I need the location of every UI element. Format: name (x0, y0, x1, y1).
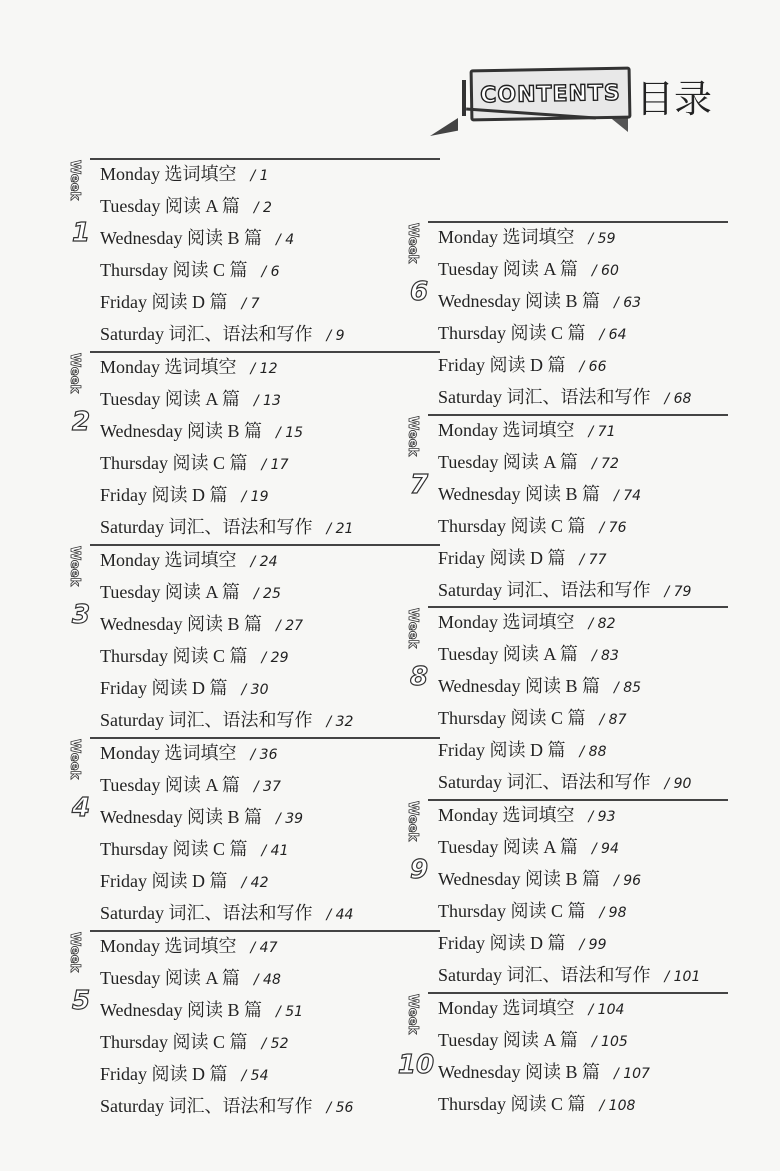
toc-entry[interactable]: Wednesday 阅读 B 篇 / 27 (100, 614, 304, 634)
page-number: / 39 (276, 811, 304, 827)
toc-entry[interactable]: Thursday 阅读 C 篇 / 64 (438, 323, 627, 343)
toc-entry[interactable]: Thursday 阅读 C 篇 / 17 (100, 453, 289, 473)
toc-entry[interactable]: Friday 阅读 D 篇 / 30 (100, 678, 269, 698)
toc-entry[interactable]: Thursday 阅读 C 篇 / 6 (100, 260, 280, 280)
toc-entry[interactable]: Friday 阅读 D 篇 / 7 (100, 292, 260, 312)
toc-entry[interactable]: Wednesday 阅读 B 篇 / 63 (438, 291, 642, 311)
page-number: / 60 (591, 263, 619, 279)
page-number: / 88 (579, 744, 607, 760)
toc-entry[interactable]: Saturday 词汇、语法和写作 / 9 (100, 324, 345, 344)
toc-entry[interactable]: Monday 选词填空 / 82 (438, 612, 616, 632)
page-number: / 90 (664, 776, 692, 792)
toc-entry[interactable]: Tuesday 阅读 A 篇 / 25 (100, 582, 281, 602)
week-number: 4 (71, 793, 91, 823)
week-label: Week (67, 932, 82, 973)
week-number: 6 (409, 277, 429, 307)
page-number: / 37 (253, 779, 281, 795)
toc-entry[interactable]: Tuesday 阅读 A 篇 / 94 (438, 837, 619, 857)
page-number: / 82 (588, 616, 616, 632)
week-label: Week (405, 994, 420, 1035)
toc-entry[interactable]: Friday 阅读 D 篇 / 19 (100, 485, 269, 505)
toc-entry[interactable]: Wednesday 阅读 B 篇 / 51 (100, 1000, 304, 1020)
toc-entry[interactable]: Tuesday 阅读 A 篇 / 48 (100, 968, 281, 988)
page-number: / 30 (241, 682, 269, 698)
week-number: 7 (409, 470, 429, 500)
page-number: / 2 (253, 200, 272, 216)
toc-entry[interactable]: Tuesday 阅读 A 篇 / 105 (438, 1030, 628, 1050)
week-label: Week (67, 739, 82, 780)
page-number: / 101 (664, 969, 701, 985)
week-label: Week (405, 801, 420, 842)
toc-entry[interactable]: Saturday 词汇、语法和写作 / 32 (100, 710, 354, 730)
page-number: / 47 (250, 940, 278, 956)
page-number: / 48 (253, 972, 281, 988)
page-number: / 59 (588, 231, 616, 247)
week-number: 8 (409, 662, 429, 692)
page-number: / 15 (276, 425, 304, 441)
week-number: 2 (71, 407, 91, 437)
week-number: 10 (397, 1050, 435, 1080)
page-number: / 1 (250, 168, 269, 184)
page-number: / 72 (591, 456, 619, 472)
page-number: / 94 (591, 841, 619, 857)
page-number: / 24 (250, 554, 278, 570)
page-number: / 108 (599, 1098, 636, 1114)
toc-entry[interactable]: Friday 阅读 D 篇 / 54 (100, 1064, 269, 1084)
week-number: 1 (71, 218, 91, 248)
page-number: / 6 (261, 264, 280, 280)
toc-entry[interactable]: Monday 选词填空 / 93 (438, 805, 616, 825)
page-number: / 79 (664, 584, 692, 600)
page-number: / 104 (588, 1002, 625, 1018)
toc-entry[interactable]: Friday 阅读 D 篇 / 42 (100, 871, 269, 891)
toc-entry[interactable]: Thursday 阅读 C 篇 / 98 (438, 901, 627, 921)
page-number: / 44 (326, 907, 354, 923)
toc-entry[interactable]: Friday 阅读 D 篇 / 66 (438, 355, 607, 375)
toc-entry[interactable]: Monday 选词填空 / 59 (438, 227, 616, 247)
page-number: / 68 (664, 391, 692, 407)
page-number: / 54 (241, 1068, 269, 1084)
page-number: / 74 (614, 488, 642, 504)
page-number: / 93 (588, 809, 616, 825)
toc-entry[interactable]: Monday 选词填空 / 47 (100, 936, 278, 956)
page-number: / 87 (599, 712, 627, 728)
toc-entry[interactable]: Monday 选词填空 / 104 (438, 998, 625, 1018)
page-number: / 76 (599, 520, 627, 536)
page-number: / 19 (241, 489, 269, 505)
week-label: Week (405, 608, 420, 649)
toc-entry[interactable]: Monday 选词填空 / 12 (100, 357, 278, 377)
toc-entry[interactable]: Monday 选词填空 / 71 (438, 420, 616, 440)
toc-entry[interactable]: Wednesday 阅读 B 篇 / 39 (100, 807, 304, 827)
week-label: Week (67, 160, 82, 201)
toc-entry[interactable]: Tuesday 阅读 A 篇 / 13 (100, 389, 281, 409)
page-number: / 32 (326, 714, 354, 730)
page-number: / 42 (241, 875, 269, 891)
toc-entry[interactable]: Tuesday 阅读 A 篇 / 72 (438, 452, 619, 472)
page-title: 目录 (636, 77, 713, 121)
page-number: / 63 (614, 295, 642, 311)
week-number: 9 (409, 855, 429, 885)
toc-entry[interactable]: Wednesday 阅读 B 篇 / 96 (438, 869, 642, 889)
toc-entry[interactable]: Thursday 阅读 C 篇 / 76 (438, 516, 627, 536)
toc-entry[interactable]: Tuesday 阅读 A 篇 / 2 (100, 196, 272, 216)
toc-entry[interactable]: Thursday 阅读 C 篇 / 41 (100, 839, 289, 859)
toc-entry[interactable]: Wednesday 阅读 B 篇 / 85 (438, 676, 642, 696)
toc-entry[interactable]: Friday 阅读 D 篇 / 77 (438, 548, 607, 568)
contents-header (430, 60, 760, 160)
toc-entry[interactable]: Wednesday 阅读 B 篇 / 74 (438, 484, 642, 504)
page-number: / 85 (614, 680, 642, 696)
toc-entry[interactable]: Thursday 阅读 C 篇 / 29 (100, 646, 289, 666)
toc-entry[interactable]: Saturday 词汇、语法和写作 / 44 (100, 903, 354, 923)
toc-entry[interactable]: Tuesday 阅读 A 篇 / 60 (438, 259, 619, 279)
page-number: / 13 (253, 393, 281, 409)
page-number: / 51 (276, 1004, 304, 1020)
toc-entry[interactable]: Saturday 词汇、语法和写作 / 56 (100, 1096, 354, 1116)
toc-entry[interactable]: Thursday 阅读 C 篇 / 87 (438, 708, 627, 728)
toc-entry[interactable]: Saturday 词汇、语法和写作 / 101 (438, 965, 701, 985)
toc-entry[interactable]: Monday 选词填空 / 1 (100, 164, 269, 184)
page-number: / 83 (591, 648, 619, 664)
toc-entry[interactable]: Thursday 阅读 C 篇 / 52 (100, 1032, 289, 1052)
page-number: / 77 (579, 552, 607, 568)
page-number: / 107 (614, 1066, 650, 1082)
toc-entry[interactable]: Wednesday 阅读 B 篇 / 4 (100, 228, 295, 248)
page-number: / 66 (579, 359, 607, 375)
page-number: / 36 (250, 747, 278, 763)
page-number: / 9 (326, 328, 345, 344)
page-number: / 29 (261, 650, 289, 666)
week-label: Week (67, 546, 82, 587)
page-number: / 105 (591, 1034, 628, 1050)
page-number: / 41 (261, 843, 289, 859)
page-number: / 25 (253, 586, 281, 602)
toc-entry[interactable]: Monday 选词填空 / 36 (100, 743, 278, 763)
page-number: / 71 (588, 424, 616, 440)
toc-entry[interactable]: Friday 阅读 D 篇 / 88 (438, 740, 607, 760)
toc-entry[interactable]: Thursday 阅读 C 篇 / 108 (438, 1094, 636, 1114)
week-label: Week (67, 353, 82, 394)
page-number: / 99 (579, 937, 607, 953)
toc-entry[interactable]: Saturday 词汇、语法和写作 / 90 (438, 772, 692, 792)
toc-entry[interactable]: Monday 选词填空 / 24 (100, 550, 278, 570)
toc-entry[interactable]: Tuesday 阅读 A 篇 / 37 (100, 775, 281, 795)
toc-entry[interactable]: Saturday 词汇、语法和写作 / 21 (100, 517, 354, 537)
contents-banner: CONTENTS (470, 67, 632, 122)
page-number: / 4 (276, 232, 295, 248)
week-number: 3 (71, 600, 91, 630)
week-label: Week (405, 416, 420, 457)
toc-entry[interactable]: Saturday 词汇、语法和写作 / 79 (438, 580, 692, 600)
page-number: / 98 (599, 905, 627, 921)
toc-entry[interactable]: Wednesday 阅读 B 篇 / 15 (100, 421, 304, 441)
week-label: Week (405, 223, 420, 264)
page-number: / 64 (599, 327, 627, 343)
page-number: / 56 (326, 1100, 354, 1116)
page-number: / 96 (614, 873, 642, 889)
week-number: 5 (71, 986, 91, 1016)
page-number: / 21 (326, 521, 354, 537)
decor-triangle (430, 118, 458, 136)
decor-bar (462, 80, 466, 116)
page-number: / 12 (250, 361, 278, 377)
toc-entry[interactable]: Wednesday 阅读 B 篇 / 107 (438, 1062, 650, 1082)
page-number: / 17 (261, 457, 289, 473)
page-number: / 7 (241, 296, 260, 312)
page-number: / 27 (276, 618, 304, 634)
page-number: / 52 (261, 1036, 289, 1052)
toc-entry[interactable]: Tuesday 阅读 A 篇 / 83 (438, 644, 619, 664)
toc-entry[interactable]: Friday 阅读 D 篇 / 99 (438, 933, 607, 953)
toc-entry[interactable]: Saturday 词汇、语法和写作 / 68 (438, 387, 692, 407)
